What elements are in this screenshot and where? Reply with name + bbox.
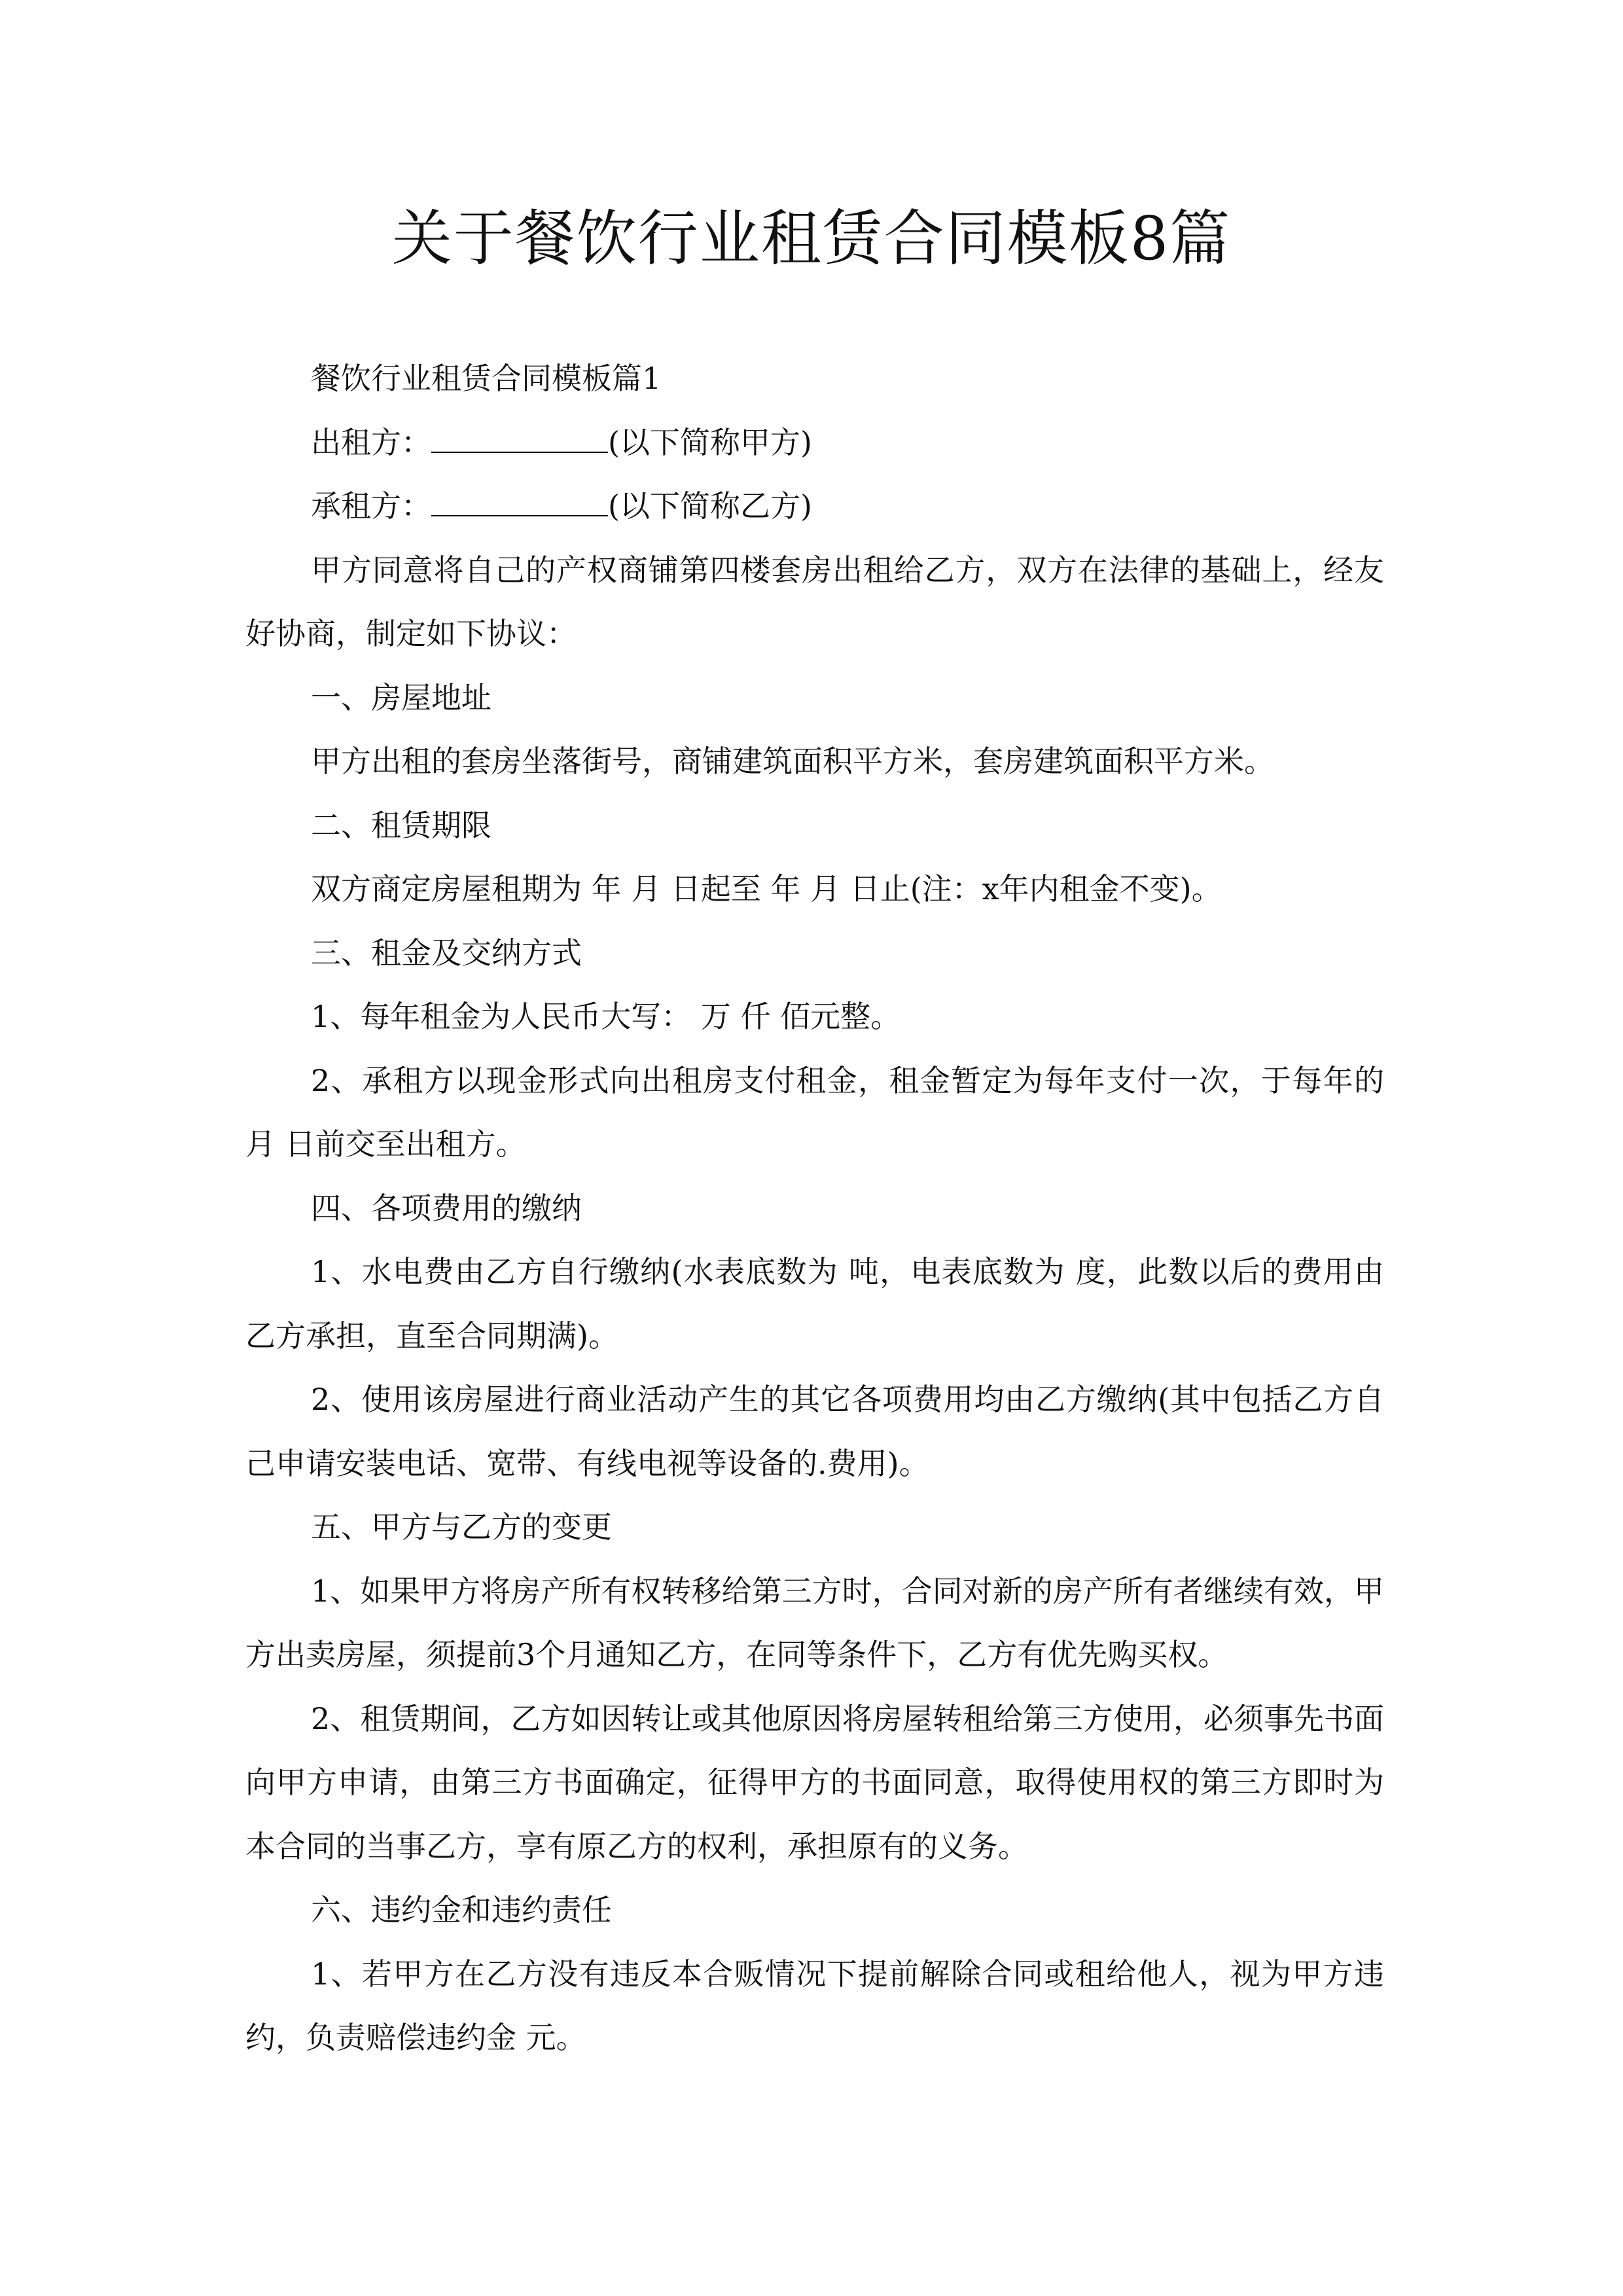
lessee-label: 承租方： bbox=[311, 488, 431, 524]
lessor-suffix: (以下简称甲方) bbox=[608, 424, 812, 460]
paragraph-changes-2: 2、租赁期间，乙方如因转让或其他原因将房屋转租给第三方使用，必须事先书面向甲方申请，由第三方书面确定，征得甲方的书面同意，取得使用权的第三方即时为本合同的当事乙方，享有原乙方的权利，承担原有的义务。 bbox=[245, 1700, 1384, 1864]
paragraph-rent-1: 1、每年租金为人民币大写： 万 仟 佰元整。 bbox=[311, 999, 901, 1034]
paragraph-term: 双方商定房屋租期为 年 月 日起至 年 月 日止(注：x年内租金不变)。 bbox=[311, 871, 1222, 906]
document-title: 关于餐饮行业租赁合同模板8篇 bbox=[391, 204, 1232, 274]
lessee-suffix: (以下简称乙方) bbox=[608, 488, 812, 524]
clause-heading-address: 一、房屋地址 bbox=[311, 679, 491, 715]
section-heading: 餐饮行业租赁合同模板篇1 bbox=[311, 361, 662, 396]
clause-heading-changes: 五、甲方与乙方的变更 bbox=[311, 1509, 612, 1545]
paragraph-breach-1: 1、若甲方在乙方没有违反本合贩情况下提前解除合同或租给他人，视为甲方违约，负责赔偿违约金 元。 bbox=[245, 1956, 1384, 2055]
lessee-blank-field bbox=[431, 489, 608, 516]
lessor-blank-field bbox=[431, 425, 608, 453]
paragraph-changes-1: 1、如果甲方将房产所有权转移给第三方时，合同对新的房产所有者继续有效，甲方出卖房屋，须提前3个月通知乙方，在同等条件下，乙方有优先购买权。 bbox=[245, 1573, 1384, 1672]
lessee-line bbox=[245, 475, 1384, 539]
clause-heading-term: 二、租赁期限 bbox=[311, 807, 491, 843]
paragraph-address: 甲方出租的套房坐落街号，商铺建筑面积平方米，套房建筑面积平方米。 bbox=[311, 744, 1274, 779]
clause-heading-fees: 四、各项费用的缴纳 bbox=[311, 1190, 582, 1226]
paragraph-intro: 甲方同意将自己的产权商铺第四楼套房出租给乙方，双方在法律的基础上，经友好协商，制定如下协议： bbox=[245, 552, 1384, 651]
clause-heading-breach: 六、违约金和违约责任 bbox=[311, 1892, 612, 1928]
paragraph-rent-2: 2、承租方以现金形式向出租房支付租金，租金暂定为每年支付一次，于每年的 月 日前交至出租方。 bbox=[245, 1062, 1394, 1162]
lessor-label: 出租方： bbox=[311, 424, 431, 460]
paragraph-fees-1: 1、水电费由乙方自行缴纳(水表底数为 吨，电表底数为 度，此数以后的费用由乙方承担，直至合同期满)。 bbox=[245, 1254, 1384, 1354]
document-body bbox=[245, 347, 1394, 2070]
clause-heading-rent: 三、租金及交纳方式 bbox=[311, 935, 582, 971]
paragraph-fees-2: 2、使用该房屋进行商业活动产生的其它各项费用均由乙方缴纳(其中包括乙方自己申请安装电话、宽带、有线电视等设备的.费用)。 bbox=[245, 1382, 1384, 1481]
lessor-line bbox=[245, 411, 1384, 475]
